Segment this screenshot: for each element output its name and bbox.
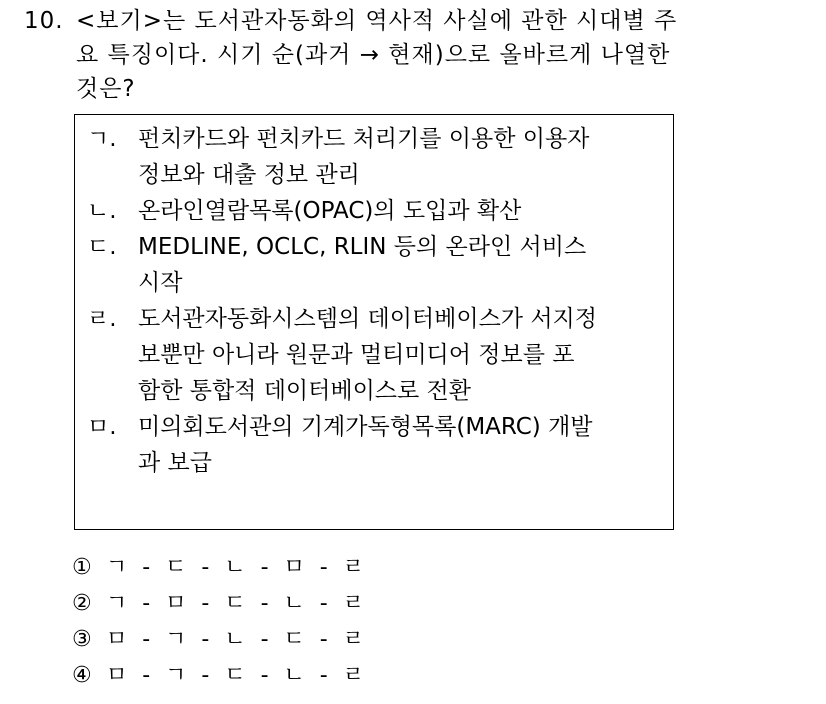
choice-sequence: ㅁ - ㄱ - ㄴ - ㄷ - ㄹ (106, 627, 368, 652)
item-line: 함한 통합적 데이터베이스로 전환 (138, 378, 471, 404)
choice-sequence: ㄱ - ㅁ - ㄷ - ㄴ - ㄹ (106, 591, 368, 616)
item-line: MEDLINE, OCLC, RLIN 등의 온라인 서비스 (138, 234, 587, 260)
item-line: 정보와 대출 정보 관리 (138, 162, 360, 188)
item-line: 펀치카드와 펀치카드 처리기를 이용한 이용자 (138, 126, 590, 152)
item-line: 과 보급 (138, 450, 212, 476)
item-marker: ㄴ. (87, 198, 117, 224)
choice-2[interactable] (72, 586, 368, 622)
answer-choices (72, 550, 368, 694)
choice-4[interactable] (72, 658, 368, 694)
question-stem (24, 4, 814, 106)
item-marker: ㄱ. (87, 126, 117, 152)
example-item-giyeok (87, 121, 673, 193)
choice-number: ④ (72, 663, 92, 688)
choice-sequence: ㅁ - ㄱ - ㄷ - ㄴ - ㄹ (106, 663, 368, 688)
choice-number: ② (72, 591, 92, 616)
choice-number: ① (72, 555, 92, 580)
question-number: 10. (24, 8, 64, 34)
choice-sequence: ㄱ - ㄷ - ㄴ - ㅁ - ㄹ (106, 555, 368, 580)
item-line: 미의회도서관의 기계가독형목록(MARC) 개발 (138, 414, 593, 440)
example-item-nieun (87, 193, 673, 229)
example-item-mieum (87, 409, 673, 481)
item-line: 도서관자동화시스템의 데이터베이스가 서지정 (138, 306, 597, 332)
item-line: 온라인열람목록(OPAC)의 도입과 확산 (138, 198, 522, 224)
item-marker: ㄹ. (87, 306, 117, 332)
item-marker: ㄷ. (87, 234, 117, 260)
example-item-digeut (87, 229, 673, 301)
example-box (74, 114, 674, 530)
question-line-3: 것은? (76, 76, 136, 102)
question-line-1 (24, 4, 814, 38)
item-line: 보뿐만 아니라 원문과 멀티미디어 정보를 포 (138, 342, 575, 368)
choice-number: ③ (72, 627, 92, 652)
question-line-2: 요 특징이다. 시기 순(과거 → 현재)으로 올바르게 나열한 (76, 42, 671, 68)
item-marker: ㅁ. (87, 414, 117, 440)
choice-3[interactable] (72, 622, 368, 658)
choice-1[interactable] (72, 550, 368, 586)
question-text-1: <보기>는 도서관자동화의 역사적 사실에 관한 시대별 주 (76, 8, 678, 34)
example-item-rieul (87, 301, 673, 409)
item-line: 시작 (138, 270, 183, 296)
